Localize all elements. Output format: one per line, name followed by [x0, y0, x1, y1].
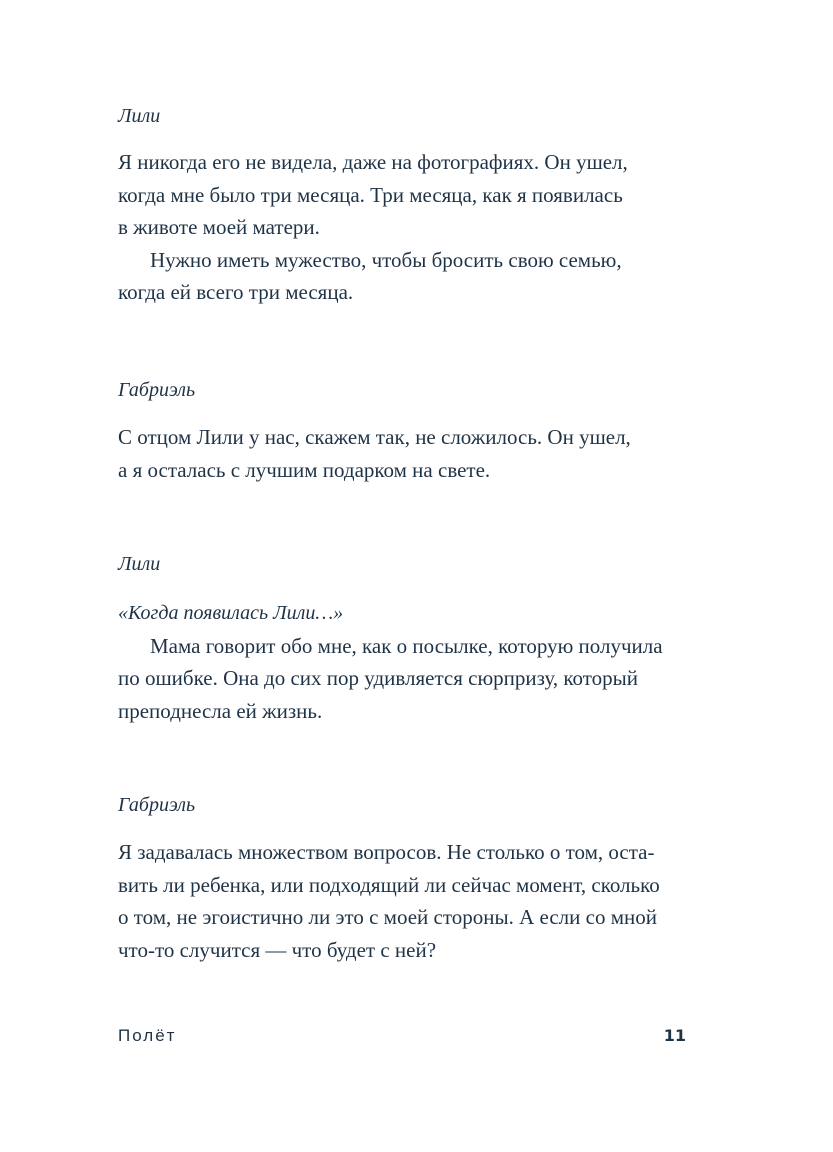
text-line: что-то случится — что будет с ней? [118, 937, 437, 962]
paragraph [118, 146, 698, 309]
speaker-name: Габриэль [118, 794, 196, 816]
text-line: по ошибке. Она до сих пор удивляется сюрпризу, который [118, 666, 638, 690]
text-line: Мама говорит обо мне, как о посылке, которую получила [150, 633, 663, 658]
text-line: вить ли ребенка, или подходящий ли сейчас момент, сколько [118, 872, 660, 897]
section-lili-2 [118, 548, 698, 580]
text-line: когда мне было три месяца. Три месяца, как я появилась [118, 182, 623, 207]
speaker-name: Лили [118, 105, 161, 127]
running-footer-title: Полёт [118, 1026, 177, 1045]
paragraph [118, 421, 698, 486]
section-gabrielle-2 [118, 789, 698, 821]
text-line: в животе моей матери. [118, 215, 320, 239]
text-line: С отцом Лили у нас, скажем так, не сложилось. Он ушел, [118, 425, 631, 449]
text-line: Я задавалась множеством вопросов. Не столько о том, оста- [118, 840, 655, 864]
text-line: Нужно иметь мужество, чтобы бросить свою семью, [150, 247, 622, 272]
paragraph [118, 836, 698, 966]
speaker-name: Габриэль [118, 379, 196, 401]
text-line: Я никогда его не видела, даже на фотографиях. Он ушел, [118, 150, 628, 174]
text-line: а я осталась с лучшим подарком на свете. [118, 457, 491, 482]
text-line: преподнесла ей жизнь. [118, 698, 323, 723]
speaker-name: Лили [118, 553, 161, 575]
section-lili-1 [118, 100, 698, 132]
text-line: о том, не эгоистично ли это с моей стороны. А если со мной [118, 905, 657, 929]
text-line: когда ей всего три месяца. [118, 280, 354, 304]
section-gabrielle-1 [118, 374, 698, 406]
quote-line: «Когда появилась Лили…» [118, 602, 344, 624]
page-number: 11 [663, 1026, 686, 1045]
paragraph [118, 597, 698, 727]
